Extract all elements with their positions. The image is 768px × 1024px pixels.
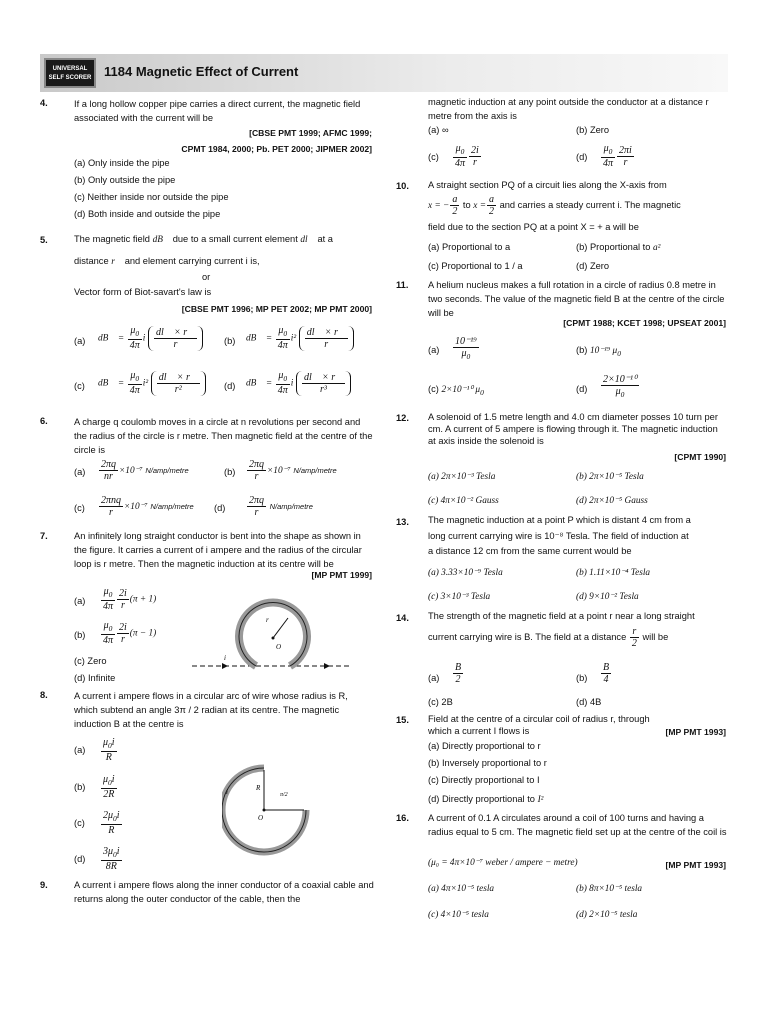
q5-line1-text: The magnetic field (74, 234, 150, 244)
q13-option-b: (b) 1.11×10⁻⁴ Tesla (576, 568, 651, 578)
q13-option-d: (d) 9×10⁻² Tesla (576, 592, 639, 602)
q10-option-d: (d) Zero (576, 261, 610, 271)
q7-option-d: (d) Infinite (74, 673, 116, 683)
q13-option-c: (c) 3×10⁻³ Tesla (428, 592, 491, 602)
q7-option-b-formula: $\frac{\mu_0}{4\pi}$ $\frac{2i}{r}$ (π − 1) (103, 620, 157, 646)
q9-option-b: (b) Zero (576, 125, 610, 135)
q14-option-d: (d) 4B (576, 697, 602, 707)
q5-option-a-label: (a) (74, 336, 86, 346)
q12-number: 12. (396, 413, 409, 423)
q5-option-c-formula: dB⃗ = $\frac{\mu_0}{4\pi}$ i² $\frac{dl⃗ \times r⃗}{\text{r²}}$ (98, 370, 206, 396)
q7-option-b-label: (b) (74, 630, 86, 640)
q10-text3: field due to the section PQ at a point X = + a will be (428, 222, 639, 232)
q6-option-d-formula: $\frac{2\pi q}{r}$ N/amp/metre (249, 495, 313, 518)
q11-option-b: (b) 10⁻¹⁹ $\mu_0$ (576, 345, 621, 358)
q10-text2: and carries a steady current i. The magnetic (499, 199, 681, 210)
q15-text: Field at the centre of a circular coil of radius r, through which a current I flows is (428, 714, 650, 736)
q6-option-a-label: (a) (74, 467, 86, 477)
q7-option-c: (c) Zero (74, 656, 107, 666)
q9-text-cont: magnetic induction at any point outside the conductor at a distance r metre from the axis is (428, 97, 709, 121)
q9-option-d-formula: $\frac{\mu_0}{4\pi}$ $\frac{2\pi i}{r}$ (603, 143, 632, 169)
q14-number: 14. (396, 613, 409, 623)
page-title: 1184 Magnetic Effect of Current (104, 64, 299, 79)
q9-option-d-label: (d) (576, 152, 588, 162)
q12-text: A solenoid of 1.5 metre length and 4.0 cm diameter posses 10 turn per cm. A current of 5 ampere is flowing through it. The magnetic induction at axis inside the solenoid is (428, 412, 718, 446)
q10-text2-line: x = − $\frac{a}{2}$ to x = $\frac{a}{2}$ and carries a steady current i. The magnetic (428, 194, 681, 217)
q7-number: 7. (40, 531, 48, 541)
q11-option-d-label: (d) (576, 384, 588, 394)
q6-option-c-formula: 2πnq r ×10⁻⁷ N/amp/metre (101, 495, 194, 518)
q11-option-c-label: (c) (428, 384, 439, 394)
q12-option-b: (b) 2π×10⁻⁵ Tesla (576, 472, 644, 482)
q11-option-a-formula: $\frac{\text{10⁻¹⁹}}{\mu_0}$ (455, 336, 477, 361)
q4-ref1: [CBSE PMT 1999; AFMC 1999; (249, 128, 372, 138)
q14-option-c: (c) 2B (428, 697, 453, 707)
q16-option-d: (d) 2×10⁻⁵ tesla (576, 910, 638, 920)
q5-option-b-label: (b) (224, 336, 236, 346)
q5-number: 5. (40, 235, 48, 245)
q9-number: 9. (40, 880, 48, 890)
q4-text: If a long hollow copper pipe carries a direct current, the magnetic field associated with the current will be (74, 99, 361, 123)
q11-option-c: (c) 2×10⁻¹⁰ $\mu_0$ (428, 384, 484, 397)
q15-ref: [MP PMT 1993] (665, 727, 726, 737)
q9-option-a: (a) ∞ (428, 125, 449, 135)
q5-line2 (74, 256, 260, 267)
q7-loop-figure (190, 596, 360, 676)
q8-option-b-formula: $\frac{\mu_0i}{2R}$ (103, 774, 115, 800)
q8-option-b-label: (b) (74, 782, 86, 792)
q14-text2-line: current carrying wire is B. The field at a distance $\frac{r}{2}$ will be (428, 626, 669, 649)
q14-text: The strength of the magnetic field at a point r near a long straight (428, 611, 695, 621)
q16-number: 16. (396, 813, 409, 823)
q15-option-a: (a) Directly proportional to r (428, 741, 541, 751)
q16-option-c: (c) 4×10⁻⁵ tesla (428, 910, 489, 920)
q15-option-d-text: (d) Directly proportional to (428, 794, 535, 804)
q7-ref: [MP PMT 1999] (311, 570, 372, 580)
q5-mid-text: due to a small current element (172, 234, 298, 244)
q14-text2: current carrying wire is B. The field at a distance (428, 631, 627, 642)
q6-unit-d: N/amp/metre (269, 501, 313, 511)
q6-option-b-label: (b) (224, 467, 236, 477)
q15-option-d: (d) Directly proportional to I² (428, 794, 544, 805)
q12-ref: [CPMT 1990] (674, 452, 726, 462)
q6-option-c-label: (c) (74, 503, 85, 513)
q7-option-a-formula: $\frac{\mu_0}{4\pi}$ $\frac{2i}{r}$ (π + 1) (103, 586, 157, 612)
svg-text:i: i (224, 654, 226, 662)
q8-option-d-label: (d) (74, 854, 86, 864)
q12-option-c: (c) 4π×10⁻² Gauss (428, 496, 499, 506)
q9-text: A current i ampere flows along the inner conductor of a coaxial cable and returns along the outer conductor of the cable, then the (74, 880, 374, 904)
q8-arc-figure (222, 760, 322, 860)
q6-unit-b: N/amp/metre (293, 465, 337, 475)
q6-option-d-label: (d) (214, 503, 226, 513)
q12-option-d: (d) 2π×10⁻⁵ Gauss (576, 496, 648, 506)
svg-text:r: r (266, 616, 269, 624)
q5-option-b-formula: dB⃗ = $\frac{\mu_0}{4\pi}$ i² $\frac{dl⃗ \times r⃗}{r}$ (246, 325, 354, 351)
q8-option-c-label: (c) (74, 818, 85, 828)
q10-text: A straight section PQ of a circuit lies along the X-axis from (428, 180, 667, 190)
q15-number: 15. (396, 715, 409, 725)
q4-number: 4. (40, 98, 48, 108)
q4-option-d: (d) Both inside and outside the pipe (74, 209, 221, 219)
q16-option-a: (a) 4π×10⁻⁵ tesla (428, 884, 495, 894)
q5-option-a-formula: dB⃗ = $\frac{\mu_0}{4\pi}$ i $\frac{dl⃗ \times r⃗}{r}$ (98, 325, 203, 351)
q13-text2: long current carrying wire is 10⁻⁸ Tesla. The field of induction at (428, 531, 689, 541)
q6-option-a-formula: $\frac{2\pi q}{nr}$ ×10⁻⁷ N/amp/metre (101, 459, 189, 482)
svg-text:i: i (226, 788, 228, 796)
q13-number: 13. (396, 517, 409, 527)
q6-number: 6. (40, 416, 48, 426)
q8-option-a-formula: $\frac{\mu_0i}{R}$ (103, 737, 115, 763)
svg-text:π/2: π/2 (280, 792, 288, 798)
q6-unit-c: N/amp/metre (150, 501, 194, 511)
q13-text3: a distance 12 cm from the same current would be (428, 546, 632, 556)
logo-text: UNIVERSAL SELF SCORER (48, 66, 92, 81)
q10-option-b-text: (b) Proportional to (576, 242, 651, 252)
q4-option-a: (a) Only inside the pipe (74, 158, 170, 168)
q16-formula: (μ₀ = 4π×10⁻⁷ weber / ampere − metre) (428, 858, 578, 868)
q8-option-c-formula: $\frac{2\mu_0i}{R}$ (103, 810, 120, 836)
q5-line1 (74, 234, 333, 245)
q5-option-d-label: (d) (224, 381, 236, 391)
q9-option-c-label: (c) (428, 152, 439, 162)
q8-number: 8. (40, 690, 48, 700)
q5-line2b-text: and element carrying current i is, (124, 256, 260, 266)
q16-ref: [MP PMT 1993] (665, 860, 726, 870)
svg-text:O: O (258, 814, 264, 822)
q14-text2b: will be (642, 631, 669, 642)
q14-option-b-formula: $\frac{B}{4}$ (603, 662, 610, 685)
q5-r-symbol: r⃗ (111, 257, 123, 267)
q5-end-text: at a (317, 234, 333, 244)
q5-line2-text: distance (74, 256, 109, 266)
q13-text: The magnetic induction at a point P which is distant 4 cm from a (428, 515, 691, 525)
q6-unit-a: N/amp/metre (145, 465, 189, 475)
q10-option-c: (c) Proportional to 1 / a (428, 261, 523, 271)
q7-option-a-label: (a) (74, 596, 86, 606)
q8-text: A current i ampere flows in a circular arc of wire whose radius is R, which subtend an angle 3π / 2 radian at its centre. The magnetic induction B at the centre is (74, 691, 348, 729)
q7-text: An infinitely long straight conductor is bent into the shape as shown in the figure. It carries a current of i ampere and the radius of the circular loop is r metre. Then the magnetic induction at its centre will be (74, 531, 362, 569)
q14-option-a-formula: $\frac{B}{2}$ (455, 662, 462, 685)
q16-text: A current of 0.1 A circulates around a coil of 100 turns and having a radius equal to 5 cm. The magnetic field set up at the centre of the coil is (428, 813, 727, 837)
q16-option-b: (b) 8π×10⁻⁵ tesla (576, 884, 643, 894)
q11-option-d-formula: $\frac{\text{2×10⁻¹⁰}}{\mu_0}$ (603, 374, 638, 399)
q5-dB-symbol: dB⃗ (152, 235, 171, 245)
q4-option-b: (b) Only outside the pipe (74, 175, 176, 185)
publisher-logo (44, 58, 96, 88)
q11-option-a-label: (a) (428, 345, 440, 355)
q8-option-d-formula: $\frac{3\mu_0i}{8R}$ (103, 846, 120, 872)
q14-option-b-label: (b) (576, 673, 588, 683)
svg-text:O: O (276, 643, 282, 651)
q13-option-a: (a) 3.33×10⁻⁹ Tesla (428, 568, 503, 578)
q5-line3: Vector form of Biot-savart's law is (74, 287, 212, 297)
q4-option-c: (c) Neither inside nor outside the pipe (74, 192, 229, 202)
q15-option-b: (b) Inversely proportional to r (428, 758, 547, 768)
q10-number: 10. (396, 181, 409, 191)
q6-option-b-formula: $\frac{2\pi q}{r}$ ×10⁻⁷ N/amp/metre (249, 459, 337, 482)
q5-ref: [CBSE PMT 1996; MP PET 2002; MP PMT 2000] (181, 304, 372, 314)
svg-text:R: R (256, 784, 261, 792)
q14-option-a-label: (a) (428, 673, 440, 683)
q11-option-b-label: (b) (576, 345, 588, 355)
q4-ref2: CPMT 1984, 2000; Pb. PET 2000; JIPMER 2002] (181, 144, 372, 154)
q11-text: A helium nucleus makes a full rotation in a circle of radius 0.8 metre in two seconds. The value of the magnetic field B at the centre of the circle will be (428, 280, 725, 318)
q15-option-c: (c) Directly proportional to I (428, 775, 540, 785)
q6-text: A charge q coulomb moves in a circle at n revolutions per second and the radius of the circle is r metre. Then magnetic field at the centre of the circle is (74, 417, 373, 455)
q5-option-d-formula: dB⃗ = $\frac{\mu_0}{4\pi}$ i $\frac{dl⃗ \times r⃗}{\text{r³}}$ (246, 370, 351, 396)
q5-option-c-label: (c) (74, 381, 85, 391)
q11-ref: [CPMT 1988; KCET 1998; UPSEAT 2001] (563, 318, 726, 328)
q8-option-a-label: (a) (74, 745, 86, 755)
q9-option-c-formula: $\frac{\mu_0}{4\pi}$ $\frac{2i}{r}$ (455, 143, 479, 169)
q5-dl-symbol: dl⃗ (300, 235, 315, 245)
page-header (40, 54, 728, 92)
q10-option-a: (a) Proportional to a (428, 242, 511, 252)
q5-or: or (202, 272, 211, 282)
q11-number: 11. (396, 280, 409, 290)
q10-option-b: (b) Proportional to a² (576, 242, 661, 253)
q12-option-a: (a) 2π×10⁻³ Tesla (428, 472, 496, 482)
